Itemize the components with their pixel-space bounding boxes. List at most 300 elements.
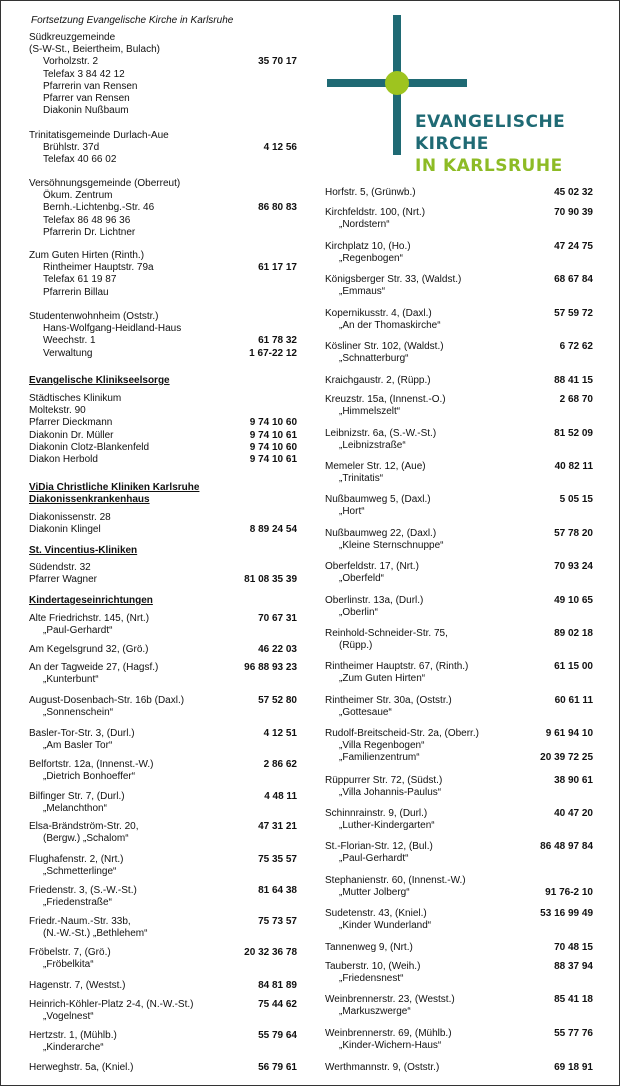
entry-text: „Emmaus“ <box>339 286 386 298</box>
phone-number: 4 48 11 <box>264 791 297 802</box>
entry-line <box>325 494 593 506</box>
entry-block <box>29 728 297 752</box>
phone-number: 55 77 76 <box>554 1028 593 1039</box>
entry-text: „Gottesaue“ <box>339 707 392 719</box>
section-heading: ViDia Christliche Kliniken Karlsruhe <box>29 482 200 493</box>
entry-text: „An der Thomaskirche“ <box>339 320 441 332</box>
entry-line <box>29 928 297 940</box>
entry-line <box>29 512 297 524</box>
entry-line <box>325 406 593 418</box>
logo-line-2: KIRCHE <box>415 134 489 154</box>
entry-text: „Trinitatis“ <box>339 473 384 485</box>
entry-line <box>325 528 593 540</box>
entry-line <box>29 494 297 506</box>
entry-text: Hertzstr. 1, (Mühlb.) <box>29 1030 117 1041</box>
logo-line-3: IN KARLSRUHE <box>415 156 563 176</box>
entry-line <box>29 759 297 771</box>
entry-line <box>29 44 297 56</box>
entry-line <box>325 875 593 887</box>
entry-block <box>325 528 593 552</box>
entry-text: Städtisches Klinikum <box>29 393 122 404</box>
entry-line <box>29 833 297 845</box>
entry-line <box>29 803 297 815</box>
entry-text: „Markuszwerge“ <box>339 1006 411 1018</box>
entry-line <box>29 740 297 752</box>
entry-text: „Nordstern“ <box>339 219 390 231</box>
entry-text: Versöhnungsgemeinde (Oberreut) <box>29 178 181 189</box>
entry-text: (Rüpp.) <box>339 640 373 652</box>
entry-line <box>325 595 593 607</box>
entry-line <box>29 311 297 323</box>
entry-text: Weinbrennerstr. 69, (Mühlb.) <box>325 1028 452 1039</box>
entry-text: Rintheimer Str. 30a, (Oststr.) <box>325 695 452 706</box>
phone-number: 5 05 15 <box>559 494 593 505</box>
entry-line <box>29 430 297 442</box>
entry-text: Kirchfeldstr. 100, (Nrt.) <box>325 207 426 218</box>
entry-line <box>29 562 297 574</box>
phone-number: 61 17 17 <box>258 262 297 274</box>
entry-text: Horfstr. 5, (Grünwb.) <box>325 187 416 198</box>
phone-number: 47 24 75 <box>554 241 593 252</box>
entry-block <box>29 1062 297 1074</box>
phone-number: 75 35 57 <box>258 854 297 865</box>
phone-number: 69 18 91 <box>554 1062 593 1073</box>
entry-block <box>325 1028 593 1052</box>
phone-number: 49 10 65 <box>554 595 593 606</box>
entry-line <box>325 607 593 619</box>
entry-line <box>29 625 297 637</box>
entry-block <box>29 393 297 466</box>
entry-block <box>325 841 593 865</box>
entry-text: Fröbelstr. 7, (Grö.) <box>29 947 111 958</box>
entry-block <box>325 274 593 298</box>
entry-text: Telefax 61 19 87 <box>43 274 117 286</box>
entry-text: Tannenweg 9, (Nrt.) <box>325 942 413 953</box>
entry-block <box>29 375 297 387</box>
entry-line <box>325 219 593 231</box>
entry-text: Rintheimer Hauptstr. 67, (Rinth.) <box>325 661 469 672</box>
entry-line <box>29 897 297 909</box>
entry-line <box>325 286 593 298</box>
entry-line <box>325 728 593 740</box>
section-heading: Kindertageseinrichtungen <box>29 595 153 606</box>
phone-number: 89 02 18 <box>554 628 593 639</box>
entry-block <box>29 695 297 719</box>
entry-text: Tauberstr. 10, (Weih.) <box>325 961 421 972</box>
phone-number: 20 32 36 78 <box>244 947 297 958</box>
phone-number: 55 79 64 <box>258 1030 297 1041</box>
entry-text: Oberlinstr. 13a, (Durl.) <box>325 595 424 606</box>
entry-line <box>325 973 593 985</box>
entry-line <box>325 241 593 253</box>
entry-block <box>29 759 297 783</box>
entry-text: Pfarrer Wagner <box>29 574 97 586</box>
entry-block <box>29 999 297 1023</box>
entry-text: Telefax 3 84 42 12 <box>43 68 125 80</box>
entry-text: Flughafenstr. 2, (Nrt.) <box>29 854 124 865</box>
entry-line <box>29 442 297 454</box>
entry-line <box>325 920 593 932</box>
entry-line <box>325 207 593 219</box>
entry-line <box>29 1030 297 1042</box>
phone-number: 40 82 11 <box>554 461 593 472</box>
entry-block <box>29 644 297 656</box>
entry-line <box>29 674 297 686</box>
page-header: Fortsetzung Evangelische Kirche in Karlsruhe <box>31 15 234 26</box>
entry-block <box>325 187 593 199</box>
entry-text: Rintheimer Hauptstr. 79a <box>43 262 154 274</box>
entry-text: „Hort“ <box>339 506 365 518</box>
entry-text: „Oberlin“ <box>339 607 378 619</box>
entry-text: „Paul-Gerhardt“ <box>339 853 409 865</box>
entry-line <box>325 440 593 452</box>
entry-block <box>29 885 297 909</box>
entry-text: Friedr.-Naum.-Str. 33b, <box>29 916 131 927</box>
entry-line <box>29 262 297 274</box>
entry-text: „Kinderarche“ <box>43 1042 104 1054</box>
entry-text: Basler-Tor-Str. 3, (Durl.) <box>29 728 135 739</box>
phone-number: 9 61 94 10 <box>545 728 593 739</box>
entry-block <box>29 821 297 845</box>
entry-text: „Dietrich Bonhoeffer“ <box>43 771 136 783</box>
phone-number: 84 81 89 <box>258 980 297 991</box>
entry-line <box>29 93 297 105</box>
entry-block <box>29 662 297 686</box>
entry-line <box>29 417 297 429</box>
entry-text: Verwaltung <box>43 347 93 359</box>
entry-text: „Himmelszelt“ <box>339 406 401 418</box>
entry-line <box>29 1062 297 1074</box>
phone-number: 9 74 10 60 <box>249 417 297 429</box>
entry-line <box>29 866 297 878</box>
entry-line <box>29 791 297 803</box>
entry-text: „Paul-Gerhardt“ <box>43 625 113 637</box>
entry-line <box>29 1011 297 1023</box>
entry-text: Bernh.-Lichtenbg.-Str. 46 <box>43 202 155 214</box>
entry-block <box>29 791 297 815</box>
entry-text: „Kinder-Wichern-Haus“ <box>339 1040 442 1052</box>
entry-line <box>325 187 593 199</box>
entry-line <box>29 821 297 833</box>
entry-block <box>29 32 297 117</box>
entry-line <box>325 673 593 685</box>
entry-text: Memeler Str. 12, (Aue) <box>325 461 426 472</box>
entry-line <box>325 540 593 552</box>
phone-number: 4 12 51 <box>263 728 297 739</box>
entry-text: Belfortstr. 12a, (Innenst.-W.) <box>29 759 154 770</box>
entry-text: „Melanchthon“ <box>43 803 107 815</box>
entry-line <box>325 1006 593 1018</box>
phone-number: 88 37 94 <box>554 961 593 972</box>
phone-number: 57 52 80 <box>258 695 297 706</box>
entry-line <box>29 613 297 625</box>
phone-number: 61 15 00 <box>554 661 593 672</box>
entry-text: „Schnatterburg“ <box>339 353 409 365</box>
entry-line <box>325 506 593 518</box>
entry-line <box>325 320 593 332</box>
entry-text: Leibnizstr. 6a, (S.-W.-St.) <box>325 428 437 439</box>
entry-text: Nußbaumweg 5, (Daxl.) <box>325 494 431 505</box>
phone-number: 70 67 31 <box>258 613 297 624</box>
entry-line <box>325 640 593 652</box>
phone-number: 45 02 32 <box>554 187 593 198</box>
entry-block <box>29 178 297 239</box>
entry-line <box>29 454 297 466</box>
phone-number: 81 64 38 <box>258 885 297 896</box>
entry-block <box>325 808 593 832</box>
logo-line-1: EVANGELISCHE <box>415 112 566 132</box>
entry-line <box>29 375 297 387</box>
entry-line <box>29 227 297 239</box>
section-heading: Diakonissenkrankenhaus <box>29 494 150 506</box>
phone-number: 1 67-22 12 <box>249 347 297 359</box>
entry-text: Hagenstr. 7, (Westst.) <box>29 980 126 991</box>
phone-number: 35 70 17 <box>258 56 297 68</box>
entry-line <box>325 752 593 764</box>
entry-block <box>325 994 593 1018</box>
entry-line <box>29 545 297 557</box>
entry-block <box>29 512 297 536</box>
entry-line <box>325 394 593 406</box>
entry-block <box>325 341 593 365</box>
section-heading: Evangelische Klinikseelsorge <box>29 375 170 386</box>
entry-block <box>29 311 297 360</box>
entry-block <box>325 595 593 619</box>
phone-number: 86 80 83 <box>258 202 297 214</box>
entry-text: „Regenbogen“ <box>339 253 403 265</box>
entry-line <box>325 820 593 832</box>
entry-text: Kirchplatz 10, (Ho.) <box>325 241 411 252</box>
phone-number: 4 12 56 <box>263 142 297 154</box>
entry-line <box>325 1040 593 1052</box>
phone-number: 56 79 61 <box>258 1062 297 1073</box>
entry-text: „Sonnenschein“ <box>43 707 114 719</box>
entry-block <box>29 1030 297 1054</box>
entry-block <box>325 375 593 387</box>
entry-line <box>29 854 297 866</box>
entry-line <box>29 393 297 405</box>
entry-block <box>325 961 593 985</box>
phone-number: 86 48 97 84 <box>540 841 593 852</box>
entry-text: Hans-Wolfgang-Heidland-Haus <box>43 323 182 335</box>
entry-text: Nußbaumweg 22, (Daxl.) <box>325 528 437 539</box>
entry-line <box>29 1042 297 1054</box>
entry-line <box>325 1062 593 1074</box>
entry-block <box>325 908 593 932</box>
entry-text: Kraichgaustr. 2, (Rüpp.) <box>325 375 431 386</box>
entry-text: Diakonin Dr. Müller <box>29 429 114 441</box>
entry-line <box>325 274 593 286</box>
entry-text: Oberfeldstr. 17, (Nrt.) <box>325 561 419 572</box>
entry-line <box>325 1028 593 1040</box>
entry-line <box>29 178 297 190</box>
entry-line <box>29 980 297 992</box>
entry-text: Rudolf-Breitscheid-Str. 2a, (Oberr.) <box>325 728 479 739</box>
entry-block <box>325 661 593 685</box>
entry-block <box>325 875 593 899</box>
entry-text: Telefax 40 66 02 <box>43 154 117 166</box>
entry-text: „Luther-Kindergarten“ <box>339 820 435 832</box>
entry-line <box>325 253 593 265</box>
entry-line <box>29 405 297 417</box>
entry-line <box>325 473 593 485</box>
entry-block <box>325 207 593 231</box>
entry-text: „Villa Johannis-Paulus“ <box>339 787 442 799</box>
entry-text: Friedenstr. 3, (S.-W.-St.) <box>29 885 137 896</box>
entry-text: „Schmetterlinge“ <box>43 866 117 878</box>
entry-text: Telefax 86 48 96 36 <box>43 214 131 226</box>
phone-number: 96 88 93 23 <box>244 662 297 673</box>
entry-text: An der Tagweide 27, (Hagsf.) <box>29 662 159 673</box>
entry-line <box>29 202 297 214</box>
entry-line <box>325 853 593 865</box>
entry-line <box>29 69 297 81</box>
entry-block <box>29 250 297 299</box>
entry-block <box>325 561 593 585</box>
entry-text: „Vogelnest“ <box>43 1011 94 1023</box>
entry-block <box>325 394 593 418</box>
entry-line <box>325 740 593 752</box>
entry-line <box>29 947 297 959</box>
entry-text: Kösliner Str. 102, (Waldst.) <box>325 341 444 352</box>
entry-line <box>325 707 593 719</box>
entry-line <box>29 695 297 707</box>
phone-number: 70 90 39 <box>554 207 593 218</box>
entry-text: Pfarrerin Billau <box>43 286 109 298</box>
entry-block <box>325 241 593 265</box>
entry-line <box>29 56 297 68</box>
entry-block <box>325 942 593 954</box>
entry-text: Pfarrerin van Rensen <box>43 80 138 92</box>
entry-block <box>29 482 297 506</box>
entry-text: Rüppurrer Str. 72, (Südst.) <box>325 775 443 786</box>
entry-line <box>29 885 297 897</box>
entry-block <box>29 613 297 637</box>
entry-text: Diakonin Nußbaum <box>43 105 129 117</box>
entry-line <box>29 142 297 154</box>
entry-line <box>29 771 297 783</box>
entry-line <box>29 662 297 674</box>
entry-line <box>325 308 593 320</box>
entry-block <box>29 980 297 992</box>
entry-text: „Oberfeld“ <box>339 573 385 585</box>
entry-text: Kopernikusstr. 4, (Daxl.) <box>325 308 432 319</box>
entry-text: Studentenwohnheim (Oststr.) <box>29 311 159 322</box>
entry-text: Pfarrer Dieckmann <box>29 417 113 429</box>
entry-text: „Familienzentrum“ <box>339 752 420 764</box>
entry-line <box>325 375 593 387</box>
entry-block <box>29 595 297 607</box>
entry-line <box>325 341 593 353</box>
entry-line <box>325 461 593 473</box>
entry-text: „Friedenstraße“ <box>43 897 112 909</box>
entry-line <box>29 574 297 586</box>
phone-number: 40 47 20 <box>554 808 593 819</box>
entry-line <box>29 287 297 299</box>
entry-block <box>29 916 297 940</box>
phone-number: 57 59 72 <box>554 308 593 319</box>
entry-block <box>325 428 593 452</box>
entry-line <box>29 959 297 971</box>
entry-block <box>325 775 593 799</box>
phone-number: 20 39 72 25 <box>540 752 593 764</box>
entry-line <box>29 81 297 93</box>
entry-text: „Leibnizstraße“ <box>339 440 406 452</box>
entry-line <box>29 105 297 117</box>
phone-number: 91 76-2 10 <box>545 887 593 899</box>
entry-text: „Am Basler Tor“ <box>43 740 113 752</box>
entry-text: Stephanienstr. 60, (Innenst.-W.) <box>325 875 466 886</box>
entry-line <box>325 353 593 365</box>
entry-line <box>29 323 297 335</box>
entry-line <box>325 808 593 820</box>
entry-text: Schinnrainstr. 9, (Durl.) <box>325 808 428 819</box>
entry-text: Südkreuzgemeinde <box>29 32 116 43</box>
phone-number: 53 16 99 49 <box>540 908 593 919</box>
entry-line <box>325 428 593 440</box>
entry-line <box>29 130 297 142</box>
entry-text: Pfarrerin Dr. Lichtner <box>43 226 136 238</box>
entry-text: Am Kegelsgrund 32, (Grö.) <box>29 644 149 655</box>
entry-text: Diakonissenstr. 28 <box>29 512 111 523</box>
entry-text: Zum Guten Hirten (Rinth.) <box>29 250 145 261</box>
entry-text: Pfarrer van Rensen <box>43 92 130 104</box>
phone-number: 2 86 62 <box>263 759 297 770</box>
entry-block <box>325 308 593 332</box>
entry-text: (N.-W.-St.) „Bethlehem“ <box>43 928 148 940</box>
entry-line <box>29 728 297 740</box>
phone-number: 8 89 24 54 <box>249 524 297 536</box>
entry-text: Bilfinger Str. 7, (Durl.) <box>29 791 125 802</box>
entry-text: St.-Florian-Str. 12, (Bul.) <box>325 841 433 852</box>
entry-text: (S-W-St., Beiertheim, Bulach) <box>29 44 160 56</box>
entry-text: Vorholzstr. 2 <box>43 56 99 68</box>
entry-line <box>29 274 297 286</box>
entry-block <box>29 947 297 971</box>
entry-text: „Kinder Wunderland“ <box>339 920 432 932</box>
entry-block <box>29 545 297 557</box>
phone-number: 47 31 21 <box>258 821 297 832</box>
entry-line <box>29 916 297 928</box>
phone-number: 6 72 62 <box>559 341 593 352</box>
entry-line <box>29 154 297 166</box>
entry-block <box>325 628 593 652</box>
entry-line <box>325 942 593 954</box>
entry-text: Diakonin Klingel <box>29 524 101 536</box>
entry-block <box>325 728 593 765</box>
phone-number: 2 68 70 <box>559 394 593 405</box>
entry-block <box>325 494 593 518</box>
phone-number: 81 52 09 <box>554 428 593 439</box>
entry-line <box>29 999 297 1011</box>
phone-number: 9 74 10 61 <box>249 453 297 465</box>
phone-number: 70 93 24 <box>554 561 593 572</box>
entry-text: Trinitatisgemeinde Durlach-Aue <box>29 130 169 141</box>
entry-line <box>29 644 297 656</box>
entry-line <box>29 335 297 347</box>
entry-line <box>325 573 593 585</box>
entry-line <box>325 887 593 899</box>
entry-block <box>325 1062 593 1074</box>
entry-text: Weinbrennerstr. 23, (Westst.) <box>325 994 455 1005</box>
entry-text: „Villa Regenbogen“ <box>339 740 425 752</box>
entry-text: „Friedensnest“ <box>339 973 404 985</box>
entry-text: August-Dosenbach-Str. 16b (Daxl.) <box>29 695 185 706</box>
entry-line <box>29 595 297 607</box>
phone-number: 57 78 20 <box>554 528 593 539</box>
phone-number: 9 74 10 61 <box>249 429 297 441</box>
phone-number: 68 67 84 <box>554 274 593 285</box>
